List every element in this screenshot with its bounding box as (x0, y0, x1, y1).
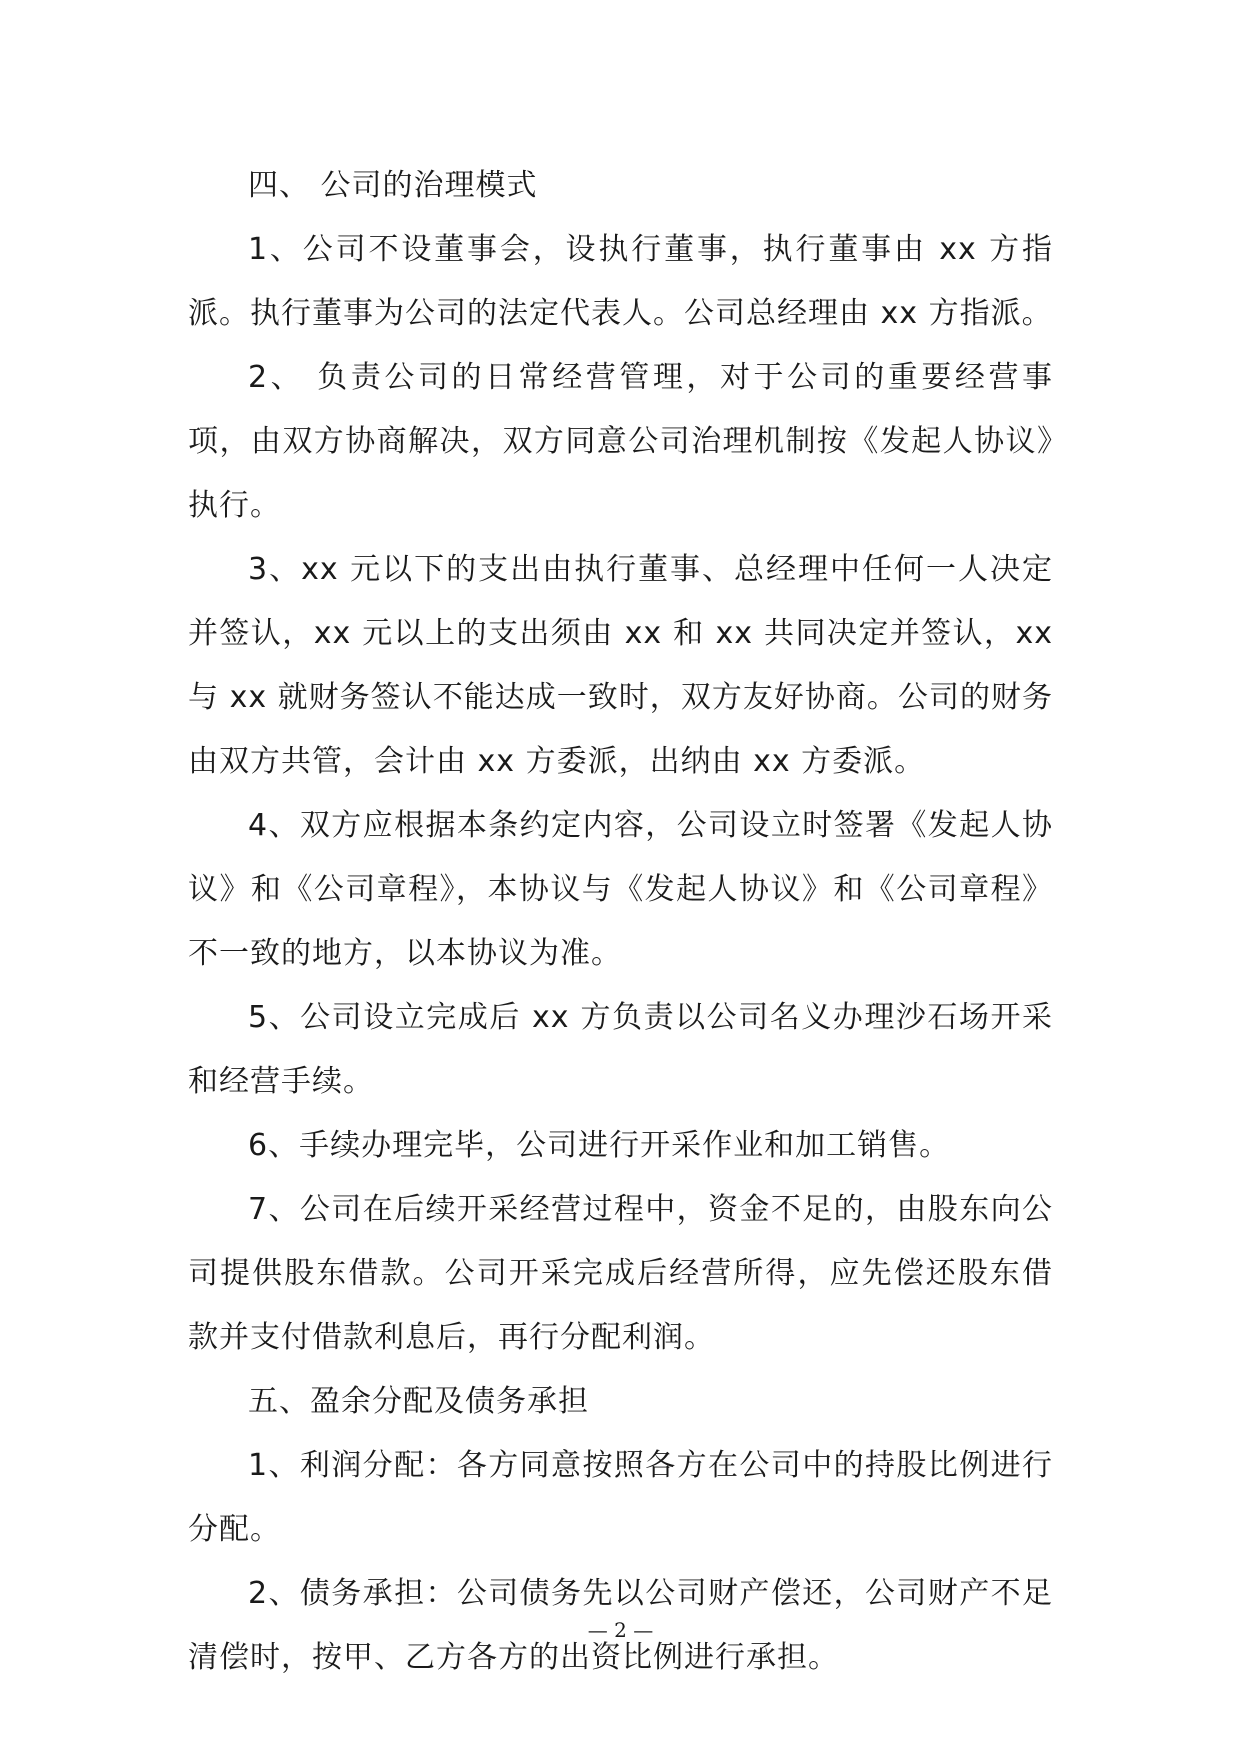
section-5-title: 五、盈余分配及债务承担 (248, 1384, 589, 1419)
section-4-item-6: 6、手续办理完毕，公司进行开采作业和加工销售。 (248, 1128, 951, 1163)
page-number: — 2 — (587, 1618, 654, 1642)
section-4-item-3: 3、xx 元以下的支出由执行董事、总经理中任何一人决定并签认，xx 元以上的支出须由 xx 和 xx 共同决定并签认，xx 与 xx 就财务签认不能达成一致时，双方友好协商。公司的财务由双方共管，会计由 xx 方委派，出纳由 xx 方委派。 (188, 552, 1053, 779)
section-4-item-4: 4、双方应根据本条约定内容，公司设立时签署《发起人协议》和《公司章程》，本协议与《发起人协议》和《公司章程》不一致的地方，以本协议为准。 (188, 808, 1053, 971)
document-body (188, 154, 1053, 1690)
section-4-item-2: 2、 负责公司的日常经营管理，对于公司的重要经营事项，由双方协商解决，双方同意公司治理机制按《发起人协议》执行。 (188, 360, 1053, 523)
section-4-item-7: 7、公司在后续开采经营过程中，资金不足的，由股东向公司提供股东借款。公司开采完成后经营所得，应先偿还股东借款并支付借款利息后，再行分配利润。 (188, 1192, 1053, 1355)
section-5-item-1: 1、利润分配：各方同意按照各方在公司中的持股比例进行分配。 (188, 1448, 1053, 1547)
section-5-item-2: 2、债务承担：公司债务先以公司财产偿还，公司财产不足清偿时，按甲、乙方各方的出资比例进行承担。 (188, 1576, 1053, 1675)
section-4-item-1: 1、公司不设董事会，设执行董事，执行董事由 xx 方指派。执行董事为公司的法定代表人。公司总经理由 xx 方指派。 (188, 232, 1053, 331)
section-4-item-5: 5、公司设立完成后 xx 方负责以公司名义办理沙石场开采和经营手续。 (188, 1000, 1053, 1099)
section-4-title: 四、 公司的治理模式 (248, 168, 538, 203)
